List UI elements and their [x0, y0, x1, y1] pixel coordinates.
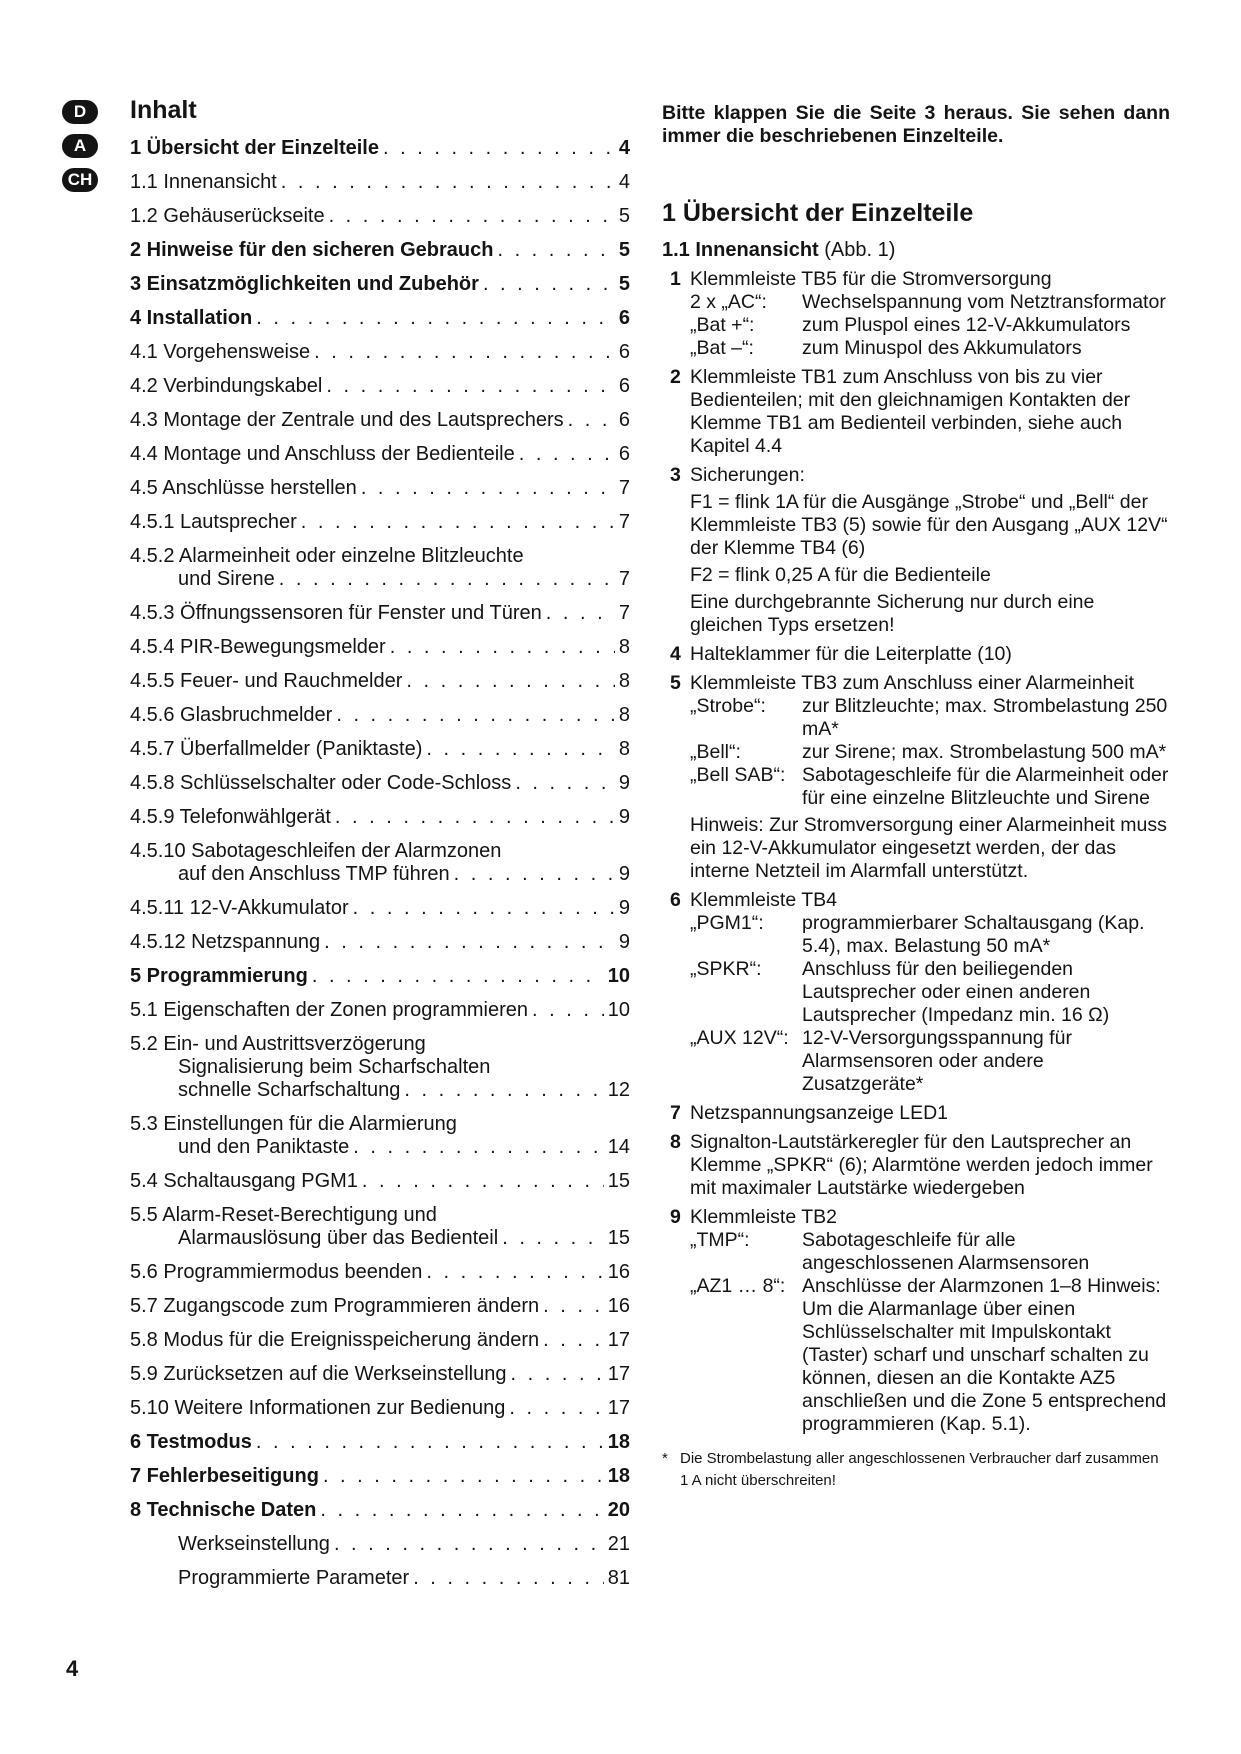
toc-entry-row [130, 863, 630, 886]
terminal-row [690, 695, 1170, 741]
toc-entry-first-line: 5.2 Ein- und Austrittsverzögerung [130, 1033, 426, 1055]
list-item [662, 464, 1170, 637]
toc-leader-dots [336, 704, 615, 727]
toc-leader-dots [334, 1533, 604, 1556]
toc-entry-page: 8 [618, 636, 630, 658]
toc-leader-dots [383, 137, 615, 160]
toc-entry [130, 239, 630, 262]
toc-leader-dots [483, 273, 615, 296]
toc-entry-row [130, 1295, 630, 1318]
toc-entry-label: 4.2 Verbindungskabel [130, 375, 323, 397]
parts-list [662, 268, 1170, 1436]
toc-leader-dots [329, 205, 615, 228]
terminal-name: „Bat +“: [690, 314, 755, 336]
toc-entry-page: 17 [607, 1363, 630, 1385]
toc-entry-page: 15 [607, 1170, 630, 1192]
toc-entry-row [130, 602, 630, 625]
terminal-name: „AZ1 … 8“: [690, 1275, 786, 1297]
toc-leader-dots [543, 1295, 604, 1318]
toc-entry-page: 7 [618, 602, 630, 624]
terminal-desc: 12-V-Versorgungsspannung für Alarmsensoren oder andere Zusatzgeräte* [802, 1027, 1072, 1095]
item-text: Klemmleiste TB3 zum Anschluss einer Alarmeinheit [690, 672, 1134, 694]
terminal-desc: Anschluss für den beiliegenden Lautsprecher oder einen anderen Lautsprecher (Impedanz min. 16 Ω) [802, 958, 1110, 1026]
toc-entry-label: 2 Hinweise für den sicheren Gebrauch [130, 239, 494, 261]
toc-leader-dots [543, 1329, 604, 1352]
toc-entry-row [130, 273, 630, 296]
toc-entry-page: 12 [607, 1079, 630, 1101]
toc-entry-label: 4.3 Montage der Zentrale und des Lautsprechers [130, 409, 564, 431]
item-sublist [690, 695, 1170, 810]
toc-leader-dots [568, 409, 615, 432]
toc-entry-page: 6 [618, 375, 630, 397]
toc-entry [130, 1465, 630, 1488]
toc-entry-row [130, 1465, 630, 1488]
terminal-desc: programmierbarer Schaltausgang (Kap. 5.4), max. Belastung 50 mA* [802, 912, 1145, 957]
list-item [662, 1102, 1170, 1125]
toc-entry-label: 1 Übersicht der Einzelteile [130, 137, 379, 159]
item-paragraph: F1 = flink 1A für die Ausgänge „Strobe“ und „Bell“ der Klemmleiste TB3 (5) sowie für den Ausgang „AUX 12V“ der Klemme TB4 (6) [690, 491, 1168, 559]
terminal-row [690, 1027, 1170, 1096]
toc-entry-label: 4 Installation [130, 307, 253, 329]
toc-leader-dots [426, 1261, 603, 1284]
toc-heading: Inhalt [130, 96, 197, 124]
terminal-name: „SPKR“: [690, 958, 762, 980]
toc-entry [130, 1295, 630, 1318]
toc-entry [130, 840, 630, 886]
toc-entry-page: 8 [618, 738, 630, 760]
terminal-row [690, 1275, 1170, 1436]
toc-entry-row [130, 636, 630, 659]
item-body [690, 366, 1170, 458]
item-sublist [690, 1229, 1170, 1436]
toc-entry [130, 137, 630, 160]
toc-leader-dots [546, 602, 615, 625]
language-badge: A [62, 134, 98, 158]
toc-leader-dots [413, 1567, 604, 1590]
toc-entry-row [130, 1227, 630, 1250]
terminal-name: „PGM1“: [690, 912, 764, 934]
toc-leader-dots [390, 636, 615, 659]
toc-entry-row [130, 1261, 630, 1284]
terminal-row [690, 741, 1170, 764]
item-text: Halteklammer für die Leiterplatte (10) [690, 643, 1012, 665]
toc-entry [130, 341, 630, 364]
toc-leader-dots [454, 863, 615, 886]
toc-entry-page: 9 [618, 772, 630, 794]
toc-leader-dots [361, 477, 615, 500]
toc-entry [130, 477, 630, 500]
toc-entry-page: 7 [618, 511, 630, 533]
subsection-heading [662, 239, 1170, 262]
toc-entry-page: 17 [607, 1397, 630, 1419]
language-badge: D [62, 100, 98, 124]
toc-entry [130, 1033, 630, 1102]
terminal-row [690, 1229, 1170, 1275]
terminal-desc: zur Sirene; max. Strombelastung 500 mA* [802, 741, 1167, 763]
toc-entry-row [130, 171, 630, 194]
toc-entry-row [130, 341, 630, 364]
toc-entry-row [130, 1079, 630, 1102]
item-sublist [690, 912, 1170, 1096]
toc-leader-dots [509, 1397, 603, 1420]
item-text: Klemmleiste TB5 für die Stromversorgung [690, 268, 1052, 290]
toc-leader-dots [497, 239, 614, 262]
section-heading: 1 Übersicht der Einzelteile [662, 199, 974, 227]
toc-entry [130, 1533, 630, 1556]
list-item [662, 1131, 1170, 1200]
toc-entry-row [130, 704, 630, 727]
toc-entry-page: 5 [618, 239, 630, 261]
toc-entry-label: 4.5.9 Telefonwählgerät [130, 806, 331, 828]
toc-entry-label: 5.10 Weitere Informationen zur Bedienung [130, 1397, 506, 1419]
toc-entry-page: 14 [607, 1136, 630, 1158]
item-text: Netzspannungsanzeige LED1 [690, 1102, 949, 1124]
toc-entry-label: 4.5.11 12-V-Akkumulator [130, 897, 349, 919]
toc-entry [130, 931, 630, 954]
toc-leader-dots [312, 965, 604, 988]
toc-entry-row [130, 409, 630, 432]
toc-entry-label: 4.5.8 Schlüsselschalter oder Code-Schloss [130, 772, 512, 794]
toc-entry-first-line: 5.3 Einstellungen für die Alarmierung [130, 1113, 457, 1135]
toc-leader-dots [532, 999, 604, 1022]
toc-entry-page: 9 [618, 931, 630, 953]
toc-entry [130, 1204, 630, 1250]
toc-entry [130, 205, 630, 228]
toc-entry [130, 1170, 630, 1193]
toc-entry-label: auf den Anschluss TMP führen [178, 863, 450, 885]
toc-entry-extra-line: Signalisierung beim Scharfschalten [178, 1056, 491, 1078]
toc-entry-row [130, 999, 630, 1022]
toc-entry [130, 806, 630, 829]
toc-entry [130, 772, 630, 795]
toc-entry-page: 10 [607, 999, 630, 1021]
item-text: Sicherungen: [690, 464, 805, 486]
toc-entry-page: 16 [607, 1261, 630, 1283]
toc-entry-page: 9 [618, 897, 630, 919]
item-number: 5 [670, 672, 681, 694]
toc-entry-row [130, 375, 630, 398]
toc-entry-label: 5.4 Schaltausgang PGM1 [130, 1170, 358, 1192]
toc-leader-dots [515, 772, 615, 795]
toc-entry-label: 8 Technische Daten [130, 1499, 317, 1521]
toc-entry-row [130, 1499, 630, 1522]
terminal-desc: zur Blitzleuchte; max. Strombelastung 250 mA* [802, 695, 1168, 740]
toc-entry-label: schnelle Scharfschaltung [178, 1079, 401, 1101]
toc-entry-row [130, 1329, 630, 1352]
item-text: Signalton-Lautstärkeregler für den Lautsprecher an Klemme „SPKR“ (6); Alarmtöne werden jedoch immer mit maximaler Lautstärke wiedergeben [690, 1131, 1153, 1199]
toc-entry-label: Programmierte Parameter [178, 1567, 410, 1589]
toc-entry-page: 18 [607, 1465, 630, 1487]
toc-entry-row [130, 1363, 630, 1386]
toc-entry-label: 4.5.7 Überfallmelder (Paniktaste) [130, 738, 423, 760]
toc-entry [130, 897, 630, 920]
toc-entry-label: 5.7 Zugangscode zum Programmieren ändern [130, 1295, 540, 1317]
language-badges [62, 100, 98, 202]
toc-entry-label: 5 Programmierung [130, 965, 308, 987]
toc-entry-label: 4.5.3 Öffnungssensoren für Fenster und Türen [130, 602, 542, 624]
toc-leader-dots [281, 171, 615, 194]
toc-entry-label: und Sirene [178, 568, 275, 590]
toc-entry-row [130, 670, 630, 693]
item-text: Klemmleiste TB4 [690, 889, 838, 911]
item-body [690, 1206, 1170, 1436]
toc-entry-row [130, 205, 630, 228]
toc-entry-label: 4.4 Montage und Anschluss der Bedienteile [130, 443, 515, 465]
toc-entry [130, 443, 630, 466]
terminal-row [690, 291, 1170, 314]
toc-entry-row [130, 772, 630, 795]
toc-entry-label: 1.1 Innenansicht [130, 171, 277, 193]
terminal-name: 2 x „AC“: [690, 291, 767, 313]
toc-entry-page: 8 [618, 704, 630, 726]
terminal-name: „Bell SAB“: [690, 764, 786, 786]
toc-leader-dots [406, 670, 615, 693]
toc-entry-row [130, 1533, 630, 1556]
terminal-name: „AUX 12V“: [690, 1027, 789, 1049]
list-item [662, 643, 1170, 666]
terminal-row [690, 314, 1170, 337]
toc-entry-page: 4 [618, 137, 630, 159]
toc-entry [130, 965, 630, 988]
item-text: Klemmleiste TB2 [690, 1206, 838, 1228]
item-number: 7 [670, 1102, 681, 1124]
footnote-text: Die Strombelastung aller angeschlossenen Verbraucher darf zusammen 1 A nicht überschreiten! [680, 1450, 1159, 1489]
main-content [662, 102, 1170, 1492]
toc-entry [130, 738, 630, 761]
toc-entry [130, 409, 630, 432]
list-item [662, 672, 1170, 883]
toc-entry-page: 18 [607, 1431, 630, 1453]
toc-entry [130, 1397, 630, 1420]
toc-entry-page: 8 [618, 670, 630, 692]
toc-entry-row [130, 1567, 630, 1590]
terminal-desc: Sabotageschleife für alle angeschlossenen Alarmsensoren [802, 1229, 1090, 1274]
toc-entry-row [130, 568, 630, 591]
toc-leader-dots [326, 375, 615, 398]
toc-entry-row [130, 738, 630, 761]
toc-leader-dots [353, 897, 615, 920]
toc-entry-label: 4.5.5 Feuer- und Rauchmelder [130, 670, 403, 692]
toc-entry-label: 4.5.4 PIR-Bewegungsmelder [130, 636, 386, 658]
toc-entry-page: 6 [618, 307, 630, 329]
toc-entry-first-line: 4.5.2 Alarmeinheit oder einzelne Blitzleuchte [130, 545, 524, 567]
toc-entry-page: 16 [607, 1295, 630, 1317]
toc-leader-dots [511, 1363, 604, 1386]
toc-leader-dots [426, 738, 615, 761]
toc-leader-dots [256, 1431, 604, 1454]
list-item [662, 1206, 1170, 1436]
toc-entry [130, 602, 630, 625]
toc-entry [130, 1113, 630, 1159]
item-number: 3 [670, 464, 681, 486]
subsection-title: 1.1 Innenansicht [662, 239, 819, 261]
terminal-name: „Bell“: [690, 741, 741, 763]
toc-entry-label: 6 Testmodus [130, 1431, 252, 1453]
toc-entry-label: 5.8 Modus für die Ereignisspeicherung ändern [130, 1329, 540, 1351]
terminal-name: „Bat –“: [690, 337, 754, 359]
item-body [690, 464, 1170, 637]
toc-entry-page: 81 [607, 1567, 630, 1589]
toc-leader-dots [279, 568, 615, 591]
item-number: 4 [670, 643, 681, 665]
toc-entry-label: Alarmauslösung über das Bedienteil [178, 1227, 499, 1249]
toc-leader-dots [256, 307, 615, 330]
toc-entry-page: 9 [618, 806, 630, 828]
toc-entry-page: 21 [607, 1533, 630, 1555]
item-number: 9 [670, 1206, 681, 1228]
toc-entry [130, 636, 630, 659]
terminal-desc: Anschlüsse der Alarmzonen 1–8 Hinweis: Um die Alarmanlage über einen Schlüsselschalter mit Impulskontakt (Taster) scharf und unscharf schalten zu können, diesen an die Kontakte AZ5 anschließen und die Zone 5 entsprechend programmieren (Kap. 5.1). [802, 1275, 1167, 1435]
toc-entry-row [130, 806, 630, 829]
toc-entry-label: 4.5.1 Lautsprecher [130, 511, 297, 533]
list-item [662, 268, 1170, 360]
item-number: 2 [670, 366, 681, 388]
terminal-name: „Strobe“: [690, 695, 766, 717]
toc-entry-label: 4.5.12 Netzspannung [130, 931, 321, 953]
toc-entry-label: 5.1 Eigenschaften der Zonen programmieren [130, 999, 529, 1021]
toc-entry [130, 1567, 630, 1590]
terminal-row [690, 337, 1170, 360]
toc-entry [130, 375, 630, 398]
item-number: 1 [670, 268, 681, 290]
terminal-desc: zum Pluspol eines 12-V-Akkumulators [802, 314, 1131, 336]
terminal-name: „TMP“: [690, 1229, 750, 1251]
toc-entry-page: 9 [618, 863, 630, 885]
toc-entry-row [130, 137, 630, 160]
toc-leader-dots [320, 1499, 603, 1522]
item-body [690, 672, 1170, 883]
toc-entry-first-line: 5.5 Alarm-Reset-Berechtigung und [130, 1204, 437, 1226]
toc-entry-page: 7 [618, 477, 630, 499]
toc-entry-row [130, 1397, 630, 1420]
item-body [690, 1102, 1170, 1125]
toc-entry [130, 1363, 630, 1386]
toc-entry-page: 20 [607, 1499, 630, 1521]
terminal-row [690, 912, 1170, 958]
toc-entry-row [130, 897, 630, 920]
item-paragraph: F2 = flink 0,25 A für die Bedienteile [690, 564, 991, 586]
toc-entry-page: 5 [618, 205, 630, 227]
item-text: Klemmleiste TB1 zum Anschluss von bis zu vier Bedienteilen; mit den gleichnamigen Kontakten der Klemme TB1 am Bedienteil verbinden, siehe auch Kapitel 4.4 [690, 366, 1131, 457]
list-item [662, 889, 1170, 1096]
footnote [662, 1448, 1170, 1492]
toc-entry-label: 5.9 Zurücksetzen auf die Werkseinstellung [130, 1363, 507, 1385]
page-number: 4 [66, 1656, 79, 1681]
item-number: 6 [670, 889, 681, 911]
toc-entry [130, 670, 630, 693]
toc-entry-row [130, 931, 630, 954]
toc-leader-dots [362, 1170, 604, 1193]
toc-entry-label: 4.5 Anschlüsse herstellen [130, 477, 357, 499]
toc-entry-page: 5 [618, 273, 630, 295]
toc-entry-label: und den Paniktaste [178, 1136, 350, 1158]
terminal-desc: Wechselspannung vom Netztransformator [802, 291, 1166, 313]
toc-leader-dots [502, 1227, 604, 1250]
toc-entry-row [130, 1136, 630, 1159]
toc-entry [130, 545, 630, 591]
toc-entry-label: 4.5.6 Glasbruchmelder [130, 704, 333, 726]
toc-entry-row [130, 965, 630, 988]
list-item [662, 366, 1170, 458]
toc-entry-label: 5.6 Programmiermodus beenden [130, 1261, 423, 1283]
toc-entry [130, 1261, 630, 1284]
toc-entry-row [130, 477, 630, 500]
subsection-figure-ref: (Abb. 1) [818, 239, 896, 261]
footnote-mark: * [662, 1450, 668, 1467]
toc-entry-page: 7 [618, 568, 630, 590]
toc-entry-label: 7 Fehlerbeseitigung [130, 1465, 319, 1487]
toc-entry [130, 1499, 630, 1522]
item-paragraph: Eine durchgebrannte Sicherung nur durch eine gleichen Typs ersetzen! [690, 591, 1095, 636]
toc-entry-page: 10 [607, 965, 630, 987]
toc-leader-dots [314, 341, 615, 364]
toc-entry-row [130, 443, 630, 466]
toc-entry-label: 1.2 Gehäuserückseite [130, 205, 325, 227]
terminal-row [690, 764, 1170, 810]
toc-entry-page: 4 [618, 171, 630, 193]
toc-entry-row [130, 511, 630, 534]
item-body [690, 1131, 1170, 1200]
table-of-contents [130, 96, 630, 1601]
item-body [690, 889, 1170, 1096]
intro-text: Bitte klappen Sie die Seite 3 heraus. Sie sehen dann immer die beschriebenen Einzelteile. [662, 102, 1170, 147]
language-badge: CH [62, 168, 98, 192]
terminal-desc: zum Minuspol des Akkumulators [802, 337, 1082, 359]
toc-entry-label: 4.1 Vorgehensweise [130, 341, 311, 363]
toc-entry [130, 999, 630, 1022]
toc-entry-page: 17 [607, 1329, 630, 1351]
toc-leader-dots [324, 931, 615, 954]
item-body [690, 643, 1170, 666]
toc-entry [130, 273, 630, 296]
item-note: Hinweis: Zur Stromversorgung einer Alarmeinheit muss ein 12-V-Akkumulator eingesetzt werden, der das interne Netzteil im Alarmfall unterstützt. [690, 814, 1167, 882]
toc-entry-page: 6 [618, 409, 630, 431]
toc-entry-label: 3 Einsatzmöglichkeiten und Zubehör [130, 273, 479, 295]
toc-entry-first-line: 4.5.10 Sabotageschleifen der Alarmzonen [130, 840, 502, 862]
toc-leader-dots [353, 1136, 604, 1159]
toc-entry-row [130, 307, 630, 330]
toc-entry-page: 15 [607, 1227, 630, 1249]
toc-entry-page: 6 [618, 443, 630, 465]
toc-entry-row [130, 1431, 630, 1454]
toc-leader-dots [323, 1465, 604, 1488]
toc-leader-dots [301, 511, 615, 534]
toc-entry-page: 6 [618, 341, 630, 363]
terminal-row [690, 958, 1170, 1027]
toc-entry-row [130, 239, 630, 262]
toc-leader-dots [404, 1079, 603, 1102]
toc-entry [130, 704, 630, 727]
toc-entry [130, 511, 630, 534]
toc-entry [130, 171, 630, 194]
toc-leader-dots [335, 806, 615, 829]
toc-entry-row [130, 1170, 630, 1193]
toc-list [130, 137, 630, 1590]
item-body [690, 268, 1170, 360]
item-sublist [690, 291, 1170, 360]
toc-entry [130, 1329, 630, 1352]
toc-entry-label: Werkseinstellung [178, 1533, 330, 1555]
toc-entry [130, 1431, 630, 1454]
toc-leader-dots [519, 443, 615, 466]
item-number: 8 [670, 1131, 681, 1153]
toc-entry [130, 307, 630, 330]
terminal-desc: Sabotageschleife für die Alarmeinheit oder für eine einzelne Blitzleuchte und Sirene [802, 764, 1169, 809]
